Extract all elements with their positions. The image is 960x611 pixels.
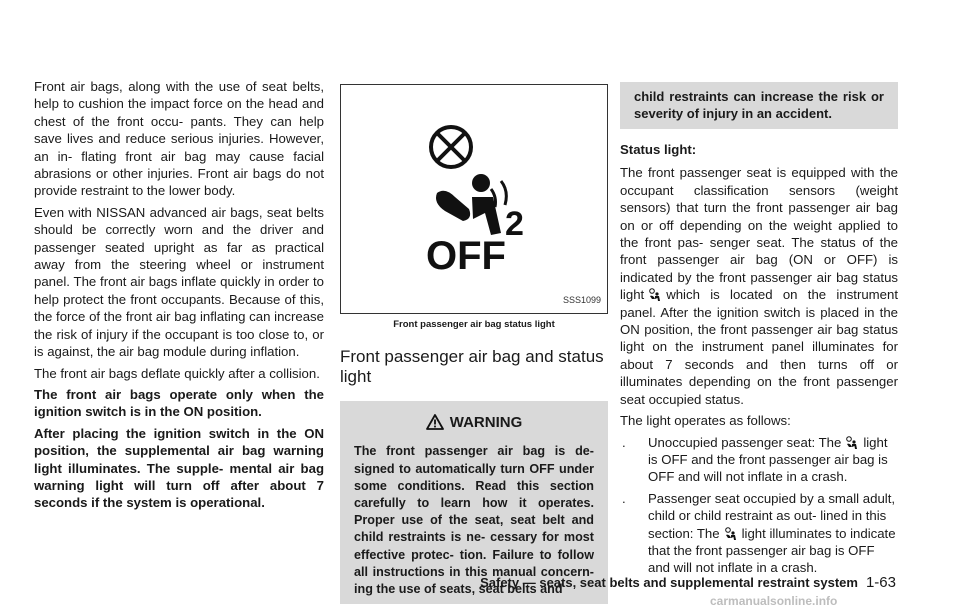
column-2 bbox=[340, 82, 608, 604]
list-item-text: Unoccupied passenger seat: The bbox=[648, 434, 842, 450]
paragraph-text: which is located on the instrument panel. After the ignition switch is placed in the ON position, the front passenger air bag status light on the instrument panel illuminates for about 7 seconds and then turns off or illuminates depending on the front passenger seat occupied status. bbox=[620, 287, 898, 407]
airbag-off-status-icon bbox=[341, 85, 607, 313]
paragraph-text: The front passenger seat is equipped with the occupant classification sensors (weight sensors) that turn the front passenger air bag on or off depending on the weight applied to the front pas- senger seat. The status of the front passenger air bag (ON or OFF) is indicated by the front passenger air bag status light bbox=[620, 165, 898, 303]
paragraph: Front air bags, along with the use of seat belts, help to cushion the impact force on the head and chest of the front occu- pants. They can help save lives and reduce serious injuries. However, an in- flating front air bag may cause facial abrasions or other injuries. Front air bags do not provide restraint to the lower body. bbox=[34, 79, 324, 199]
footer-section-title: Safety — seats, seat belts and supplemental restraint system bbox=[480, 575, 858, 590]
paragraph: Even with NISSAN advanced air bags, seat belts should be correctly worn and the driver and passenger seated upright as far as practical away from the steering wheel or instrument panel. The front air bags inflate quickly in order to help protect the front occupants. Because of this, the force of the front air bag inflating can increase the risk of injury if the occupant is too close to, or is against, the air bag module during inflation. bbox=[34, 204, 324, 360]
list-item bbox=[620, 434, 898, 486]
watermark: carmanualsonline.info bbox=[710, 594, 838, 608]
passenger-airbag-status-icon bbox=[845, 436, 859, 450]
paragraph: The light operates as follows: bbox=[620, 413, 791, 429]
figure-off-label: OFF bbox=[426, 234, 506, 278]
column-1 bbox=[34, 78, 324, 516]
bold-paragraph: The front air bags operate only when the ignition switch is in the ON position. bbox=[34, 386, 324, 420]
warning-triangle-icon bbox=[426, 414, 444, 430]
page-footer bbox=[400, 574, 896, 591]
bold-paragraph: After placing the ignition switch in the ON position, the supplemental air bag warning light illuminates. The supple- mental air bag warning light will turn off after about 7 seconds if the system is operational. bbox=[34, 425, 324, 511]
list-item bbox=[620, 490, 898, 577]
warning-continued-text: child restraints can increase the risk or severity of injury in an accident. bbox=[634, 89, 884, 121]
status-light-heading: Status light: bbox=[620, 142, 697, 157]
figure-number: 2 bbox=[505, 205, 524, 243]
bullet: . bbox=[622, 434, 626, 450]
passenger-airbag-status-icon bbox=[724, 527, 738, 541]
warning-header bbox=[354, 401, 594, 443]
status-list bbox=[620, 434, 898, 577]
figure-code: SSS1099 bbox=[562, 294, 601, 305]
passenger-airbag-status-icon bbox=[648, 288, 662, 302]
figure-caption: Front passenger air bag status light bbox=[393, 319, 555, 330]
list-item-text: light is OFF and the front passenger air bag is OFF and will not inflate in a crash. bbox=[648, 434, 888, 485]
page-number: 1-63 bbox=[865, 574, 896, 591]
bullet: . bbox=[622, 490, 626, 506]
figure-box bbox=[340, 84, 608, 314]
paragraph: The front air bags deflate quickly after a collision. bbox=[34, 365, 320, 381]
column-3 bbox=[620, 82, 898, 581]
paragraph bbox=[620, 164, 898, 408]
warning-continued-box bbox=[620, 82, 898, 129]
section-heading: Front passenger air bag and status light bbox=[340, 347, 604, 387]
warning-title: WARNING bbox=[449, 413, 523, 431]
warning-text: The front passenger air bag is de- signed to automatically turn OFF under some conditions. Read this section carefully to learn how it operates. Proper use of the seat, seat belt and child restraints is ne- cessary for most effective protec- tion. Failure to follow all instructions in this manual concern- ing the use of seats, seat belts and bbox=[354, 444, 594, 597]
list-item-text: light illuminates to indicate that the front passenger air bag is OFF and will not inflate in a crash. bbox=[648, 525, 896, 576]
list-item-text: Passenger seat occupied by a small adult, child or child restraint as out- lined in this section: The bbox=[648, 490, 896, 541]
